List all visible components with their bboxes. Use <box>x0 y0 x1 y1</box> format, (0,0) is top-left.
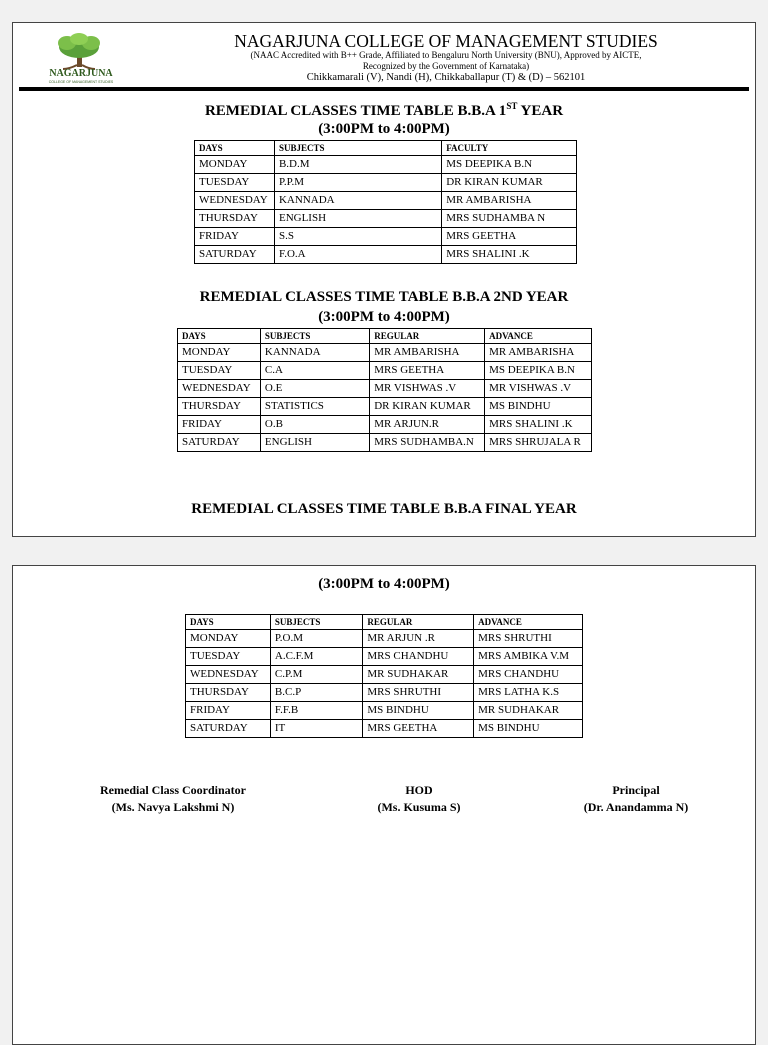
first-year-time: (3:00PM to 4:00PM) <box>318 121 450 137</box>
table-cell: WEDNESDAY <box>186 666 271 684</box>
column-header: REGULAR <box>363 615 474 630</box>
header-divider <box>19 87 749 91</box>
column-header: SUBJECTS <box>270 615 362 630</box>
table-cell: WEDNESDAY <box>195 192 275 210</box>
table-cell: THURSDAY <box>195 210 275 228</box>
table-cell: MR ARJUN .R <box>363 630 474 648</box>
table-cell: STATISTICS <box>260 398 369 416</box>
column-header: REGULAR <box>370 329 485 344</box>
table-cell: MONDAY <box>178 344 261 362</box>
table-cell: MS DEEPIKA B.N <box>442 156 577 174</box>
table-row <box>186 630 583 648</box>
table-cell: THURSDAY <box>178 398 261 416</box>
table-row <box>195 174 577 192</box>
second-year-title: REMEDIAL CLASSES TIME TABLE B.B.A 2ND YEAR <box>199 289 569 305</box>
table-cell: ENGLISH <box>260 434 369 452</box>
table-row <box>178 380 592 398</box>
table-cell: C.P.M <box>270 666 362 684</box>
table-cell: F.O.A <box>274 246 441 264</box>
table-row <box>195 192 577 210</box>
column-header: DAYS <box>178 329 261 344</box>
table-cell: MR VISHWAS .V <box>485 380 592 398</box>
first-year-title-end: YEAR <box>517 103 564 119</box>
first-year-table <box>194 140 577 264</box>
table-cell: MR SUDHAKAR <box>474 702 583 720</box>
table-cell: TUESDAY <box>178 362 261 380</box>
table-cell: KANNADA <box>274 192 441 210</box>
table-cell: WEDNESDAY <box>178 380 261 398</box>
table-row <box>178 416 592 434</box>
column-header: FACULTY <box>442 141 577 156</box>
table-cell: MRS LATHA K.S <box>474 684 583 702</box>
table-cell: B.D.M <box>274 156 441 174</box>
table-header-row <box>195 141 577 156</box>
table-cell: MRS CHANDHU <box>474 666 583 684</box>
table-row <box>186 666 583 684</box>
table-cell: MR SUDHAKAR <box>363 666 474 684</box>
table-row <box>195 246 577 264</box>
second-year-table <box>177 328 592 452</box>
table-cell: MRS GEETHA <box>442 228 577 246</box>
table-cell: TUESDAY <box>195 174 275 192</box>
column-header: DAYS <box>195 141 275 156</box>
column-header: ADVANCE <box>485 329 592 344</box>
table-cell: MS DEEPIKA B.N <box>485 362 592 380</box>
table-row <box>195 210 577 228</box>
table-cell: FRIDAY <box>186 702 271 720</box>
column-header: ADVANCE <box>474 615 583 630</box>
table-row <box>186 684 583 702</box>
table-row <box>178 344 592 362</box>
signature-name: (Dr. Anandamma N) <box>583 800 689 814</box>
table-cell: FRIDAY <box>178 416 261 434</box>
table-cell: KANNADA <box>260 344 369 362</box>
table-cell: MR AMBARISHA <box>485 344 592 362</box>
table-cell: MRS SUDHAMBA N <box>442 210 577 228</box>
table-cell: B.C.P <box>270 684 362 702</box>
table-cell: DR KIRAN KUMAR <box>370 398 485 416</box>
table-cell: O.E <box>260 380 369 398</box>
signature-hod <box>349 782 489 816</box>
final-year-time: (3:00PM to 4:00PM) <box>318 576 450 592</box>
signature-role: Principal <box>612 783 660 797</box>
first-year-title-sup: ST <box>506 101 518 111</box>
signature-principal <box>561 782 711 816</box>
table-cell: ENGLISH <box>274 210 441 228</box>
table-cell: F.F.B <box>270 702 362 720</box>
table-header-row <box>186 615 583 630</box>
accreditation-line-2: Recognized by the Government of Karnataka) <box>362 61 530 71</box>
table-cell: MR AMBARISHA <box>370 344 485 362</box>
table-row <box>178 398 592 416</box>
table-cell: SATURDAY <box>186 720 271 738</box>
table-cell: TUESDAY <box>186 648 271 666</box>
document-page-1 <box>12 22 756 537</box>
table-cell: MRS AMBIKA V.M <box>474 648 583 666</box>
final-year-table <box>185 614 583 738</box>
table-cell: IT <box>270 720 362 738</box>
table-cell: P.P.M <box>274 174 441 192</box>
table-cell: MRS GEETHA <box>370 362 485 380</box>
logo-subtext: COLLEGE OF MANAGEMENT STUDIES <box>48 80 114 84</box>
first-year-title-main: REMEDIAL CLASSES TIME TABLE B.B.A 1 <box>204 103 507 119</box>
table-cell: MS BINDHU <box>363 702 474 720</box>
document-page-2 <box>12 565 756 1045</box>
table-cell: O.B <box>260 416 369 434</box>
table-cell: MRS CHANDHU <box>363 648 474 666</box>
table-cell: MRS SUDHAMBA.N <box>370 434 485 452</box>
college-name: NAGARJUNA COLLEGE OF MANAGEMENT STUDIES <box>234 31 658 51</box>
table-cell: FRIDAY <box>195 228 275 246</box>
table-cell: SATURDAY <box>195 246 275 264</box>
table-header-row <box>178 329 592 344</box>
table-cell: MS BINDHU <box>485 398 592 416</box>
table-cell: SATURDAY <box>178 434 261 452</box>
signature-name: (Ms. Navya Lakshmi N) <box>111 800 235 814</box>
table-row <box>186 720 583 738</box>
table-row <box>178 362 592 380</box>
column-header: SUBJECTS <box>274 141 441 156</box>
signature-role: HOD <box>405 783 433 797</box>
logo-text: NAGARJUNA <box>49 68 113 79</box>
signature-name: (Ms. Kusuma S) <box>377 800 461 814</box>
table-cell: MR ARJUN.R <box>370 416 485 434</box>
final-year-title: REMEDIAL CLASSES TIME TABLE B.B.A FINAL YEAR <box>191 501 577 517</box>
table-cell: MS BINDHU <box>474 720 583 738</box>
first-year-title <box>13 101 755 120</box>
table-cell: MRS SHALINI .K <box>442 246 577 264</box>
table-cell: DR KIRAN KUMAR <box>442 174 577 192</box>
table-cell: MRS GEETHA <box>363 720 474 738</box>
table-cell: MONDAY <box>195 156 275 174</box>
table-cell: A.C.F.M <box>270 648 362 666</box>
table-row <box>186 702 583 720</box>
table-cell: THURSDAY <box>186 684 271 702</box>
table-cell: S.S <box>274 228 441 246</box>
column-header: SUBJECTS <box>260 329 369 344</box>
table-cell: MRS SHRUTHI <box>474 630 583 648</box>
table-cell: MONDAY <box>186 630 271 648</box>
table-row <box>186 648 583 666</box>
table-cell: MRS SHRUTHI <box>363 684 474 702</box>
signature-role: Remedial Class Coordinator <box>100 783 246 797</box>
accreditation-line-1: (NAAC Accredited with B++ Grade, Affiliated to Bengaluru North University (BNU), Approved by AICTE, <box>250 50 642 60</box>
table-cell: MR AMBARISHA <box>442 192 577 210</box>
table-cell: P.O.M <box>270 630 362 648</box>
second-year-time: (3:00PM to 4:00PM) <box>318 309 450 325</box>
table-cell: C.A <box>260 362 369 380</box>
table-row <box>178 434 592 452</box>
table-row <box>195 156 577 174</box>
table-row <box>195 228 577 246</box>
signature-coordinator <box>73 782 273 816</box>
table-cell: MRS SHALINI .K <box>485 416 592 434</box>
college-address: Chikkamarali (V), Nandi (H), Chikkaballapur (T) & (D) – 562101 <box>306 72 586 83</box>
column-header: DAYS <box>186 615 271 630</box>
table-cell: MRS SHRUJALA R <box>485 434 592 452</box>
table-cell: MR VISHWAS .V <box>370 380 485 398</box>
